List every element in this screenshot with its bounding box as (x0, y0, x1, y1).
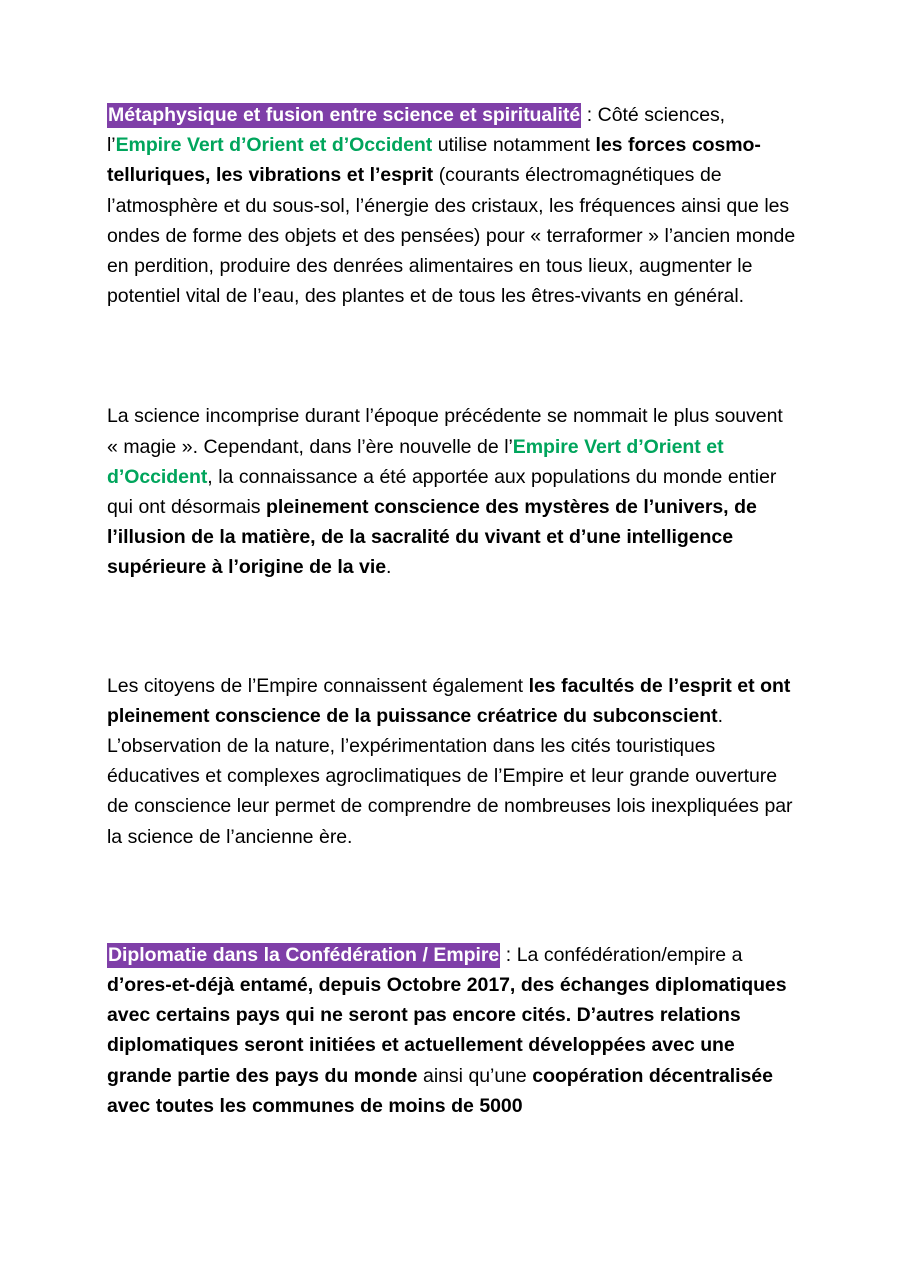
run-text: , la connaissance a été apportée aux populations du monde entier qui ont désormais (107, 465, 777, 519)
emphasis-facultes-esprit: les facultés de l’esprit et ont pleinement conscience de la puissance créatrice du subconscient (107, 674, 791, 727)
paragraph-citoyens-empire (107, 671, 797, 852)
paragraph-spacer (107, 852, 797, 940)
document-body (107, 100, 797, 1121)
emphasis-pleinement-conscience: pleinement conscience des mystères de l’univers, de l’illusion de la matière, de la sacralité du vivant et d’une intelligence supérieure à l’origine de la vie (107, 496, 757, 579)
run-text: : Côté sciences, l’ (107, 104, 726, 157)
brand-name-empire-vert: Empire Vert d’Orient et d’Occident (107, 435, 724, 488)
run-text: Les citoyens de l’Empire connaissent également (107, 674, 529, 697)
run-text: . L’observation de la nature, l’expérimentation dans les cités touristiques éducatives et complexes agroclimatiques de l’Empire et leur grande ouverture de conscience leur permet de comprendre de nombreuses lois inexpliquées par la science de l’ancienne ère. (107, 704, 793, 848)
run-text: . (386, 556, 392, 579)
paragraph-science-incomprise (107, 401, 797, 582)
emphasis-cooperation-decentralisee: coopération décentralisée avec toutes les communes de moins de 5000 (107, 1064, 773, 1117)
run-text: utilise notamment (432, 134, 596, 157)
run-text: (courants électromagnétiques de l’atmosphère et du sous-sol, l’énergie des cristaux, les fréquences ainsi que les ondes de forme des objets et des pensées) pour « terraformer » l’ancien monde en perdition, produire des denrées alimentaires en tous lieux, augmenter le potentiel vital de l’eau, des plantes et de tous les êtres-vivants en général. (107, 164, 796, 308)
run-text: ainsi qu’une (417, 1064, 533, 1087)
paragraph-spacer (107, 311, 797, 401)
emphasis-forces-cosmotelluriques: les forces cosmo-telluriques, les vibrations et l’esprit (107, 134, 761, 187)
section-heading-highlight-diplomatie: Diplomatie dans la Confédération / Empire (108, 943, 500, 966)
run-text: La science incomprise durant l’époque précédente se nommait le plus souvent « magie ». Cependant, dans l’ère nouvelle de l’ (107, 405, 783, 458)
paragraph-diplomatie (107, 940, 797, 1121)
brand-name-empire-vert: Empire Vert d’Orient et d’Occident (115, 134, 433, 157)
section-heading-highlight-metaphysique: Métaphysique et fusion entre science et spiritualité (108, 104, 581, 126)
paragraph-metaphysique (107, 100, 797, 311)
emphasis-echanges-diplomatiques: d’ores-et-déjà entamé, depuis Octobre 2017, des échanges diplomatiques avec certains pays qui ne seront pas encore cités. D’autres relations diplomatiques seront initiées et actuellement développées avec une grande partie des pays du monde (107, 974, 787, 1087)
run-text: : La confédération/empire a (500, 943, 743, 966)
paragraph-spacer (107, 583, 797, 671)
